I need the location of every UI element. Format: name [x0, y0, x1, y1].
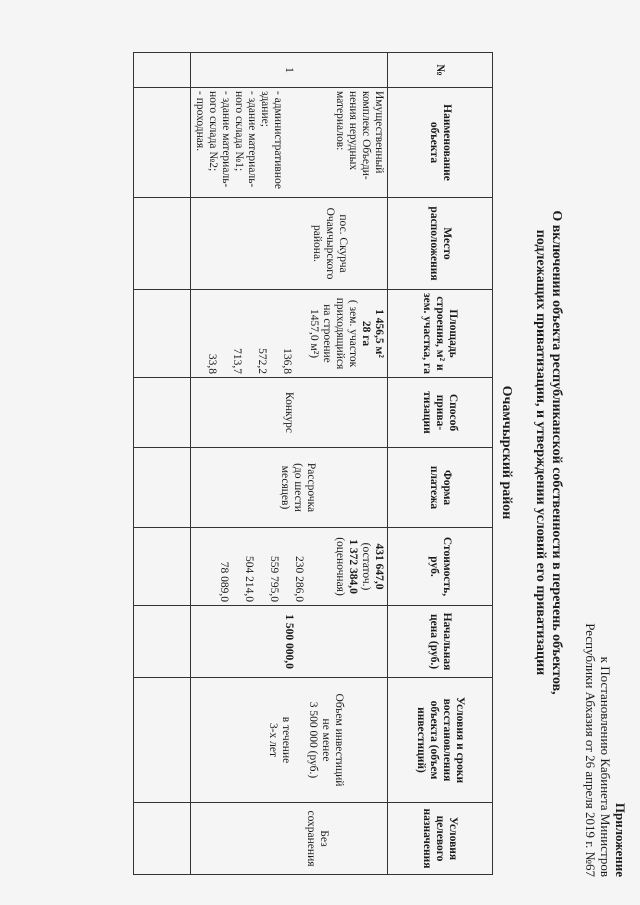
payment-line: месяцев)	[279, 465, 291, 510]
location-cell	[191, 198, 388, 290]
method-cell: Конкурс	[191, 378, 388, 448]
object-name-line: Имущественный	[373, 91, 385, 174]
cost-residual-label: (остаточ.)	[360, 542, 372, 591]
area-item: 33,8	[206, 353, 218, 374]
object-name-line: комплекс Объеди-	[360, 91, 372, 180]
area-item: 572,2	[256, 348, 268, 374]
location-line: пос. Скурча	[337, 214, 349, 273]
table-header-row	[388, 53, 493, 875]
area-note-line: 1457,0 м²)	[308, 308, 320, 359]
area-note-line: на строение	[321, 304, 333, 363]
header-method: Способ прива-тизации	[388, 378, 493, 448]
document-title-line2: подлежащих приватизации, и утверждении условий его приватизации	[533, 229, 548, 676]
cost-residual: 431 647,0	[373, 543, 385, 590]
payment-line: (до шести	[292, 463, 304, 512]
object-item-line: - здание материаль-	[220, 91, 232, 188]
area-note-line: приходящийся	[334, 297, 346, 370]
object-item-line: - здание материаль-	[246, 91, 258, 188]
header-area: Площадь строения, м² и зем. участка, га	[388, 290, 493, 378]
privatization-table	[133, 52, 493, 875]
appendix-line2: Республики Абхазия от 26 апреля 2019 г. №67	[583, 623, 598, 877]
start-price-cell: 1 500 000,0	[191, 606, 388, 678]
cost-estimated-label: (оценочная)	[334, 537, 346, 596]
object-name-line: материалов:	[334, 91, 346, 151]
payment-cell	[191, 448, 388, 528]
appendix-title: Приложение	[613, 802, 628, 877]
district-heading: Очамчырский район	[499, 385, 514, 520]
cost-cell	[191, 528, 388, 606]
location-line: Очамчырского	[324, 207, 336, 280]
area-item: 713,7	[231, 348, 243, 374]
investment-term-line: в течение	[280, 716, 292, 764]
document-title-line1: О включении объекта республиканской собственности в перечень объектов,	[549, 210, 564, 695]
area-cell	[191, 290, 388, 378]
cost-item: 504 214,0	[243, 556, 255, 602]
area-note-line: ( зем. участок	[347, 299, 359, 368]
cost-item: 230 286,0	[293, 556, 305, 602]
cost-item: 78 089,0	[218, 561, 230, 602]
header-purpose: Условия целевого назначения	[388, 803, 493, 875]
header-conditions: Условия и сроки восстановления объекта (объем инвестиций)	[388, 678, 493, 803]
payment-line: Рассрочка	[305, 462, 317, 513]
location-line: района.	[311, 225, 323, 262]
area-total: 1 456,5 м²	[373, 309, 385, 358]
row-number: 1	[191, 53, 388, 88]
purpose-cell	[191, 803, 388, 875]
investment-line: не менее	[320, 718, 332, 762]
area-item: 136,8	[281, 348, 293, 374]
object-item-line: - административное	[272, 91, 284, 189]
header-number: №	[388, 53, 493, 88]
header-object-name: Наименование объекта	[388, 88, 493, 198]
table-row	[191, 53, 388, 875]
header-payment: Форма платежа	[388, 448, 493, 528]
object-name-line: нения нерудных	[347, 91, 359, 171]
investment-line: 3 500 000 (руб.)	[307, 701, 319, 779]
purpose-line: Без	[318, 830, 330, 847]
investment-line: Объем инвестиций	[333, 693, 345, 787]
object-item-line: здание;	[259, 91, 271, 127]
conditions-cell	[191, 678, 388, 803]
appendix-line1: к Постановлению Кабинета Министров	[598, 656, 613, 877]
header-cost: Стоимость, руб.	[388, 528, 493, 606]
object-item-line: - проходная.	[194, 91, 206, 152]
header-start-price: Начальная цена (руб.)	[388, 606, 493, 678]
object-name-cell	[191, 88, 388, 198]
header-location: Место расположения	[388, 198, 493, 290]
empty-row	[134, 53, 191, 875]
investment-term-line: 3-х лет	[267, 722, 279, 758]
cost-item: 559 795,0	[268, 556, 280, 602]
purpose-line: сохранения	[305, 810, 317, 867]
object-item-line: ного склада №1;	[233, 91, 245, 172]
area-land: 28 га	[360, 320, 372, 347]
cost-estimated: 1 372 384,0	[347, 539, 359, 594]
object-item-line: ного склада №2;	[207, 91, 219, 172]
appendix-header	[583, 623, 628, 877]
